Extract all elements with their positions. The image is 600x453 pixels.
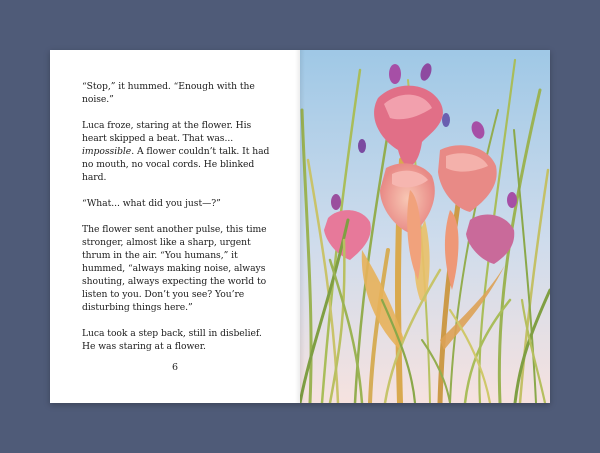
story-paragraph [82, 80, 272, 106]
text-run: . A flower couldn’t talk. It had no mouth, no vocal cords. He blinked hard. [82, 146, 270, 183]
story-paragraph [82, 119, 272, 184]
text-run: Luca took a step back, still in disbelief. He was staring at a flower. [82, 328, 262, 352]
text-run: “Stop,” it hummed. “Enough with the noise.” [82, 81, 255, 105]
story-text [82, 80, 272, 366]
story-paragraph [82, 197, 272, 210]
left-page [50, 50, 300, 403]
page-number: 6 [171, 362, 179, 373]
book-spread [50, 50, 550, 403]
text-run: The flower sent another pulse, this time stronger, almost like a sharp, urgent thrum in the air. “You humans,” it hummed, “always making noise, always shouting, always expecting the world to listen to you. Don’t you see? You’re disturbing things here.” [82, 224, 267, 313]
text-run: Luca froze, staring at the flower. His heart skipped a beat. That was... [82, 120, 252, 144]
story-paragraph [82, 223, 272, 314]
right-page-illustration [300, 50, 550, 403]
story-paragraph [82, 327, 272, 353]
flower-illustration [300, 50, 550, 403]
text-run: “What... what did you just—?” [82, 198, 221, 209]
italic-text: impossible [82, 146, 132, 157]
